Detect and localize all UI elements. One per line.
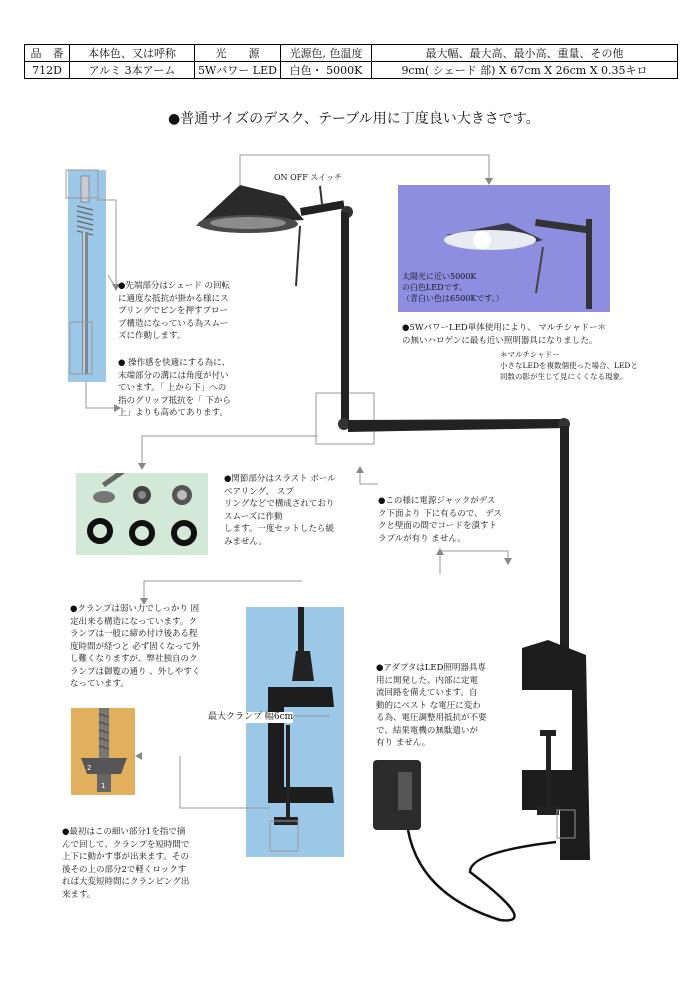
- note-line: 定出来る構造になっています。ク: [70, 616, 197, 627]
- note-line: ランプは一般に締め付け後ある程: [70, 629, 198, 639]
- note-clamp: [70, 603, 200, 691]
- note-line: ● 操作感を快適にする為に、: [118, 358, 231, 368]
- note-line: 指のグリップ抵抗を「 下から: [118, 395, 231, 406]
- note-line: に適度な抵抗が掛かる様にス: [118, 293, 229, 304]
- data-cell: アルミ 3本アーム: [70, 62, 195, 79]
- note-line: ズに作動します。: [118, 331, 186, 341]
- header-cell: 本体色、又は呼称: [70, 45, 195, 62]
- header-cell: 最大幅、最大高、最小高、重量、その他: [371, 45, 677, 62]
- header-cell: 品 番: [25, 45, 70, 62]
- switch-label: ON OFF スイッチ: [274, 173, 342, 182]
- note-line: ●5WパワーLED単体使用により、 マルチシャドー＊: [402, 323, 607, 333]
- note-line: 小さなLEDを複数個使った場合、LEDと: [500, 361, 638, 370]
- header-cell: 光 源: [195, 45, 281, 62]
- note-line: スムーズに作動: [224, 511, 283, 522]
- note-line: リングなどで構成されており: [224, 499, 335, 509]
- note-line: で、結果電機の無駄遣いが: [376, 725, 478, 736]
- note-line: 用に開発した、内部に定電: [376, 675, 479, 686]
- note-line: プリングでピンを押すプロー: [118, 306, 228, 316]
- note-line: ラブルが有り ません。: [378, 533, 466, 544]
- note-line: れば大変短時間にクランピング出: [62, 877, 190, 887]
- header-cell: 光源色, 色温度: [280, 45, 371, 62]
- arrow-down-icon: [138, 463, 146, 470]
- note-line: 上」よりも高めてあります。: [118, 408, 228, 418]
- note-line: ク下面より 下に有るので、 デス: [378, 508, 502, 519]
- arrow-up-icon: [436, 548, 444, 555]
- screw-label-2: 2: [87, 764, 92, 772]
- note-led: [402, 322, 606, 347]
- note-line: 後その上の部分2で軽くロックす: [62, 864, 187, 875]
- note-probe: [118, 280, 230, 343]
- note-line: ベアリング、 スプ: [224, 486, 294, 497]
- data-cell: 9cm( シェード 部) X 67cm X 26cm X 0.35キロ: [371, 62, 677, 79]
- note-line: 流回路を備えています。自: [376, 688, 478, 698]
- note-multishadow: [500, 349, 638, 382]
- note-line: します。一度セットしたら緩: [224, 524, 334, 534]
- note-line: 上下に動かす事が出来ます。その: [62, 852, 189, 862]
- arrow-down-icon: [504, 558, 512, 565]
- note-line: ●先端部分はシェード の回転: [118, 281, 230, 291]
- note-line: みません。: [224, 536, 268, 547]
- note-joint: [224, 473, 336, 548]
- data-cell: 白色・ 5000K: [280, 62, 371, 79]
- note-line: 同数の影が生じて見にくくなる現象。: [500, 372, 628, 381]
- data-cell: 712D: [25, 62, 70, 79]
- note-line: 末端部分の溝には角度が付い: [118, 370, 229, 381]
- data-cell: 5Wパワー LED: [195, 62, 281, 79]
- note-line: ●関節部分はスラスト ボール: [224, 474, 336, 484]
- note-line: 来ます。: [62, 889, 96, 900]
- note-line: ています。「 上から下」への: [118, 383, 227, 393]
- note-line: なっています。: [70, 679, 129, 689]
- note-line: ●最初はこの細い部分1を指で摘: [62, 827, 186, 837]
- arrow-down-icon: [485, 178, 493, 185]
- note-line: る為、電圧調整用抵抗が不要: [376, 713, 487, 723]
- headline: ●普通サイズのデスク、テーブル用に丁度良い大きさです。: [168, 111, 540, 127]
- lit-caption-line: 太陽光に近い5000K: [402, 272, 477, 281]
- note-line: し難くなりますが、弊社独自のク: [70, 654, 198, 664]
- note-line: 有り ません。: [376, 738, 431, 748]
- screw-label-1: 1: [101, 782, 106, 790]
- note-line: ＊マルチシャドー: [500, 350, 560, 359]
- note-line: ブ構造になっている為スムー: [118, 318, 229, 329]
- note-line: の無いハロゲンに最も近い照明器具になりました。: [402, 335, 598, 346]
- note-line: んで回して、クランプを短時間で: [62, 839, 190, 850]
- note-line: ランプは御覧の通り 、外しやすく: [70, 666, 201, 677]
- note-line: ●アダプタはLED照明器具専: [376, 663, 486, 673]
- note-line: ●この様に電源ジャックがデス: [378, 496, 496, 506]
- note-line: クと壁面の間でコードを潰すト: [378, 521, 498, 531]
- clamp-width-label: 最大クランプ 幅6cm: [208, 712, 294, 722]
- note-adapter: [376, 662, 487, 750]
- note-screw: [62, 826, 189, 901]
- arrow-left-icon: [135, 752, 142, 760]
- note-jack: [378, 495, 502, 545]
- arrow-up-icon: [356, 466, 364, 473]
- note-grip: [118, 357, 231, 420]
- lit-caption-line: （青白い色は6500Kです。）: [402, 294, 504, 303]
- lit-caption-line: の白色LEDです。: [402, 283, 467, 292]
- note-line: ●クランプは弱い力でしっかり 固: [70, 604, 200, 614]
- note-line: 動的にベスト な電圧に変わ: [376, 700, 481, 711]
- note-line: 度時間が経つと 必ず固くなって外: [70, 641, 201, 652]
